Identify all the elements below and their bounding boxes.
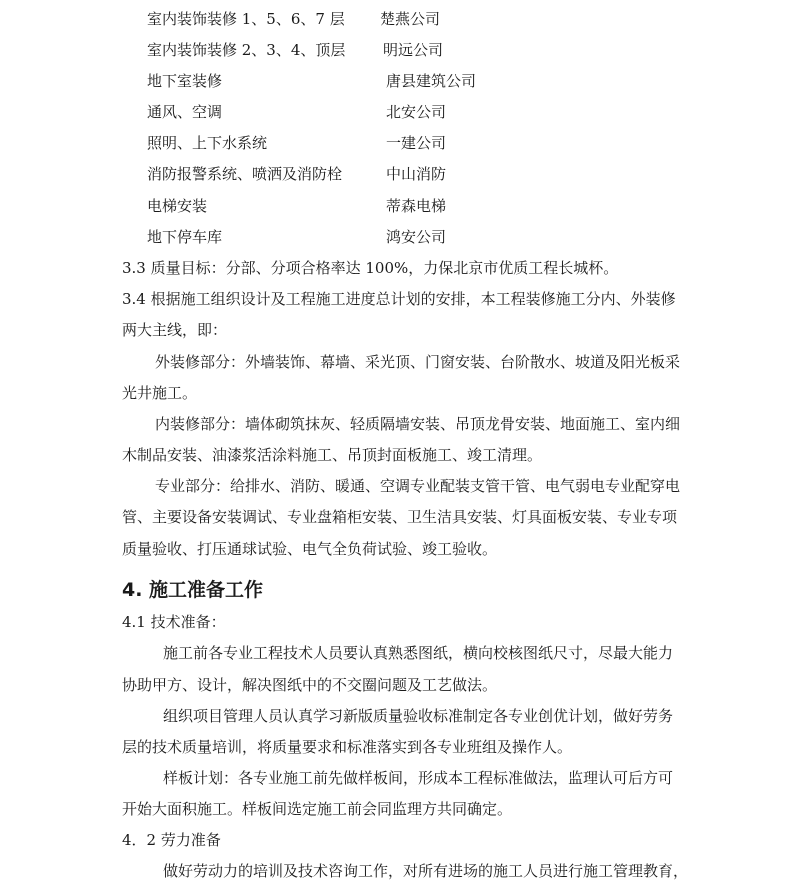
arrangement-text-line: 3.4 根据施工组织设计及工程施工进度总计划的安排，本工程装修施工分内、外装修 [122, 290, 676, 308]
contractor-scope: 通风、空调 [147, 103, 223, 121]
contractor-company: 楚燕公司 [380, 10, 441, 28]
paragraph-line: 协助甲方、设计，解决图纸中的不交圈问题及工艺做法。 [122, 676, 498, 694]
contractor-company: 北安公司 [386, 103, 447, 121]
contractor-row [0, 131, 795, 155]
contractor-row [0, 194, 795, 218]
arrangement-text-line: 两大主线，即： [122, 321, 228, 339]
contractor-company: 唐县建筑公司 [386, 72, 477, 90]
paragraph-line: 组织项目管理人员认真学习新版质量验收标准制定各专业创优计划，做好劳务 [163, 707, 674, 725]
section-heading: 4. 施工准备工作 [122, 579, 264, 601]
contractor-company: 中山消防 [386, 165, 447, 183]
contractor-row [0, 7, 795, 31]
contractor-scope: 电梯安装 [147, 197, 208, 215]
interior-text-line: 内装修部分：墙体砌筑抹灰、轻质隔墙安装、吊顶龙骨安装、地面施工、室内细 [155, 415, 681, 433]
paragraph-line: 样板计划：各专业施工前先做样板间，形成本工程标准做法，监理认可后方可 [163, 769, 674, 787]
contractor-company: 明远公司 [383, 41, 444, 59]
exterior-text-line: 外装修部分：外墙装饰、幕墙、采光顶、门窗安装、台阶散水、坡道及阳光板采 [155, 353, 681, 371]
paragraph-line: 层的技术质量培训，将质量要求和标准落实到各专业班组及操作人。 [122, 738, 573, 756]
quality-goal-text: 3.3 质量目标：分部、分项合格率达 100%，力保北京市优质工程长城杯。 [122, 259, 619, 277]
contractor-scope: 照明、上下水系统 [147, 134, 268, 152]
contractor-row [0, 225, 795, 249]
contractor-scope: 地下停车库 [147, 228, 223, 246]
contractor-row [0, 100, 795, 124]
exterior-text-line: 光井施工。 [122, 384, 198, 402]
paragraph-line: 做好劳动力的培训及技术咨询工作，对所有进场的施工人员进行施工管理教育， [163, 862, 689, 880]
contractor-company: 蒂森电梯 [386, 197, 447, 215]
contractor-row [0, 162, 795, 186]
specialty-text-line: 管、主要设备安装调试、专业盘箱柜安装、卫生洁具安装、灯具面板安装、专业专项 [122, 508, 678, 526]
subsection-title: 4．2 劳力准备 [122, 831, 221, 849]
contractor-company: 一建公司 [386, 134, 447, 152]
contractor-row [0, 38, 795, 62]
contractor-scope: 消防报警系统、喷洒及消防栓 [147, 165, 343, 183]
contractor-company: 鸿安公司 [386, 228, 447, 246]
specialty-text-line: 专业部分：给排水、消防、暖通、空调专业配装支管干管、电气弱电专业配穿电 [155, 477, 681, 495]
paragraph-line: 施工前各专业工程技术人员要认真熟悉图纸，横向校核图纸尺寸，尽最大能力 [163, 644, 674, 662]
subsection-title: 4.1 技术准备： [122, 613, 226, 631]
specialty-text-line: 质量验收、打压通球试验、电气全负荷试验、竣工验收。 [122, 540, 498, 558]
contractor-row [0, 69, 795, 93]
contractor-scope: 室内装饰装修 1、5、6、7 层 [147, 10, 345, 28]
contractor-scope: 室内装饰装修 2、3、4、顶层 [147, 41, 346, 59]
contractor-scope: 地下室装修 [147, 72, 223, 90]
interior-text-line: 木制品安装、油漆浆活涂料施工、吊顶封面板施工、竣工清理。 [122, 446, 543, 464]
paragraph-line: 开始大面积施工。样板间选定施工前会同监理方共同确定。 [122, 800, 513, 818]
